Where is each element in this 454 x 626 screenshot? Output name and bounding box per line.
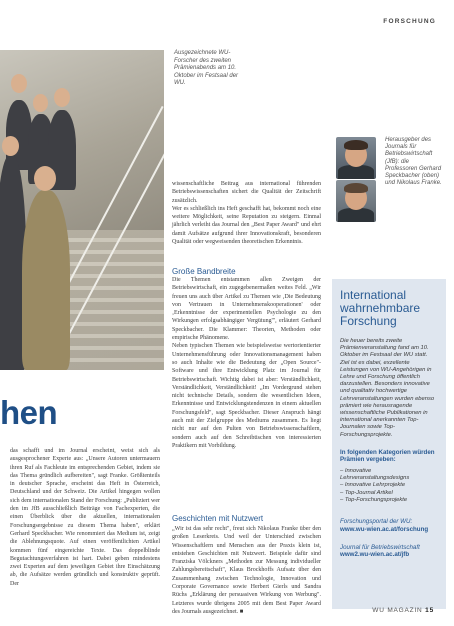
categories-list	[340, 468, 438, 504]
paragraph-text: „Wir ist das sehr recht", freut sich Nikolaus Franke über den großen Leserkreis. Und weil der Unterschied zwischen Wissenschaftlern und Menschen aus der Praxis klein ist, entstehen Geschichten mit Nutzwert. Beispiele dafür sind Franziska Völckners „Methoden zur Messung individueller Zahlungsbereitschaft", Klaus Brockhoffs Aufsatz über den Zusammenhang zwischen Technologie, Innovation und Corporate Governance sowie Herbert Gierls und Sandra Rüchs „Erklärung der persuasiven Wirkung von Werbung". Letzteres wurde übrigens 2005 mit dem Best Paper Award des Journals ausgezeichnet.	[172, 526, 321, 615]
sidebar-title: International wahrnehmbare Forschung	[340, 288, 421, 328]
person-figure	[22, 190, 70, 370]
article-column-2-lower	[172, 525, 321, 616]
subheading: Große Bandbreite	[172, 267, 236, 276]
paragraph: Die Themen entstammen allen Zweigen der Betriebswirtschaft, ein zugegebenermaßen weites Feld. „Wir freuen uns auch über Artikel zu Themen wie ‚Die Bedeutung von Vertrauen in Unternehmenskooperationen' oder ‚Erkenntnisse der experimentellen Psychologie zu den Wirkungen erfolgsabhängiger Vergütung'", erläutert Gerhard Speckbacher. Die Klammer: Theorien, Methoden oder empirische Phänomene.	[172, 277, 321, 342]
list-item: – Top-Journal Artikel	[340, 489, 393, 496]
list-item: – Innovative Lehrveranstaltungsdesigns	[340, 468, 410, 482]
end-mark: ■	[239, 608, 244, 615]
portrait-franke	[336, 180, 376, 222]
journal-url-link[interactable]: www2.wu-wien.ac.at/jfb	[340, 551, 410, 559]
info-sidebar	[332, 279, 446, 609]
portal-label: Forschungsportal der WU:	[340, 518, 413, 526]
article-column-2	[172, 180, 321, 246]
photo-caption: Ausgezeichnete WU-Forscher des zweiten Prämienabends am 10. Oktober im Festsaal der WU.	[174, 50, 239, 86]
portal-link-block	[340, 518, 438, 534]
paragraph: Neben typischen Themen wie beispielsweise wertorientierter Unternehmensführung oder Innovationsmanagement haben so auch Inhalte wie die Bedeutung der „Open Source"-Software und ihre Entwicklung Platz im Journal für Betriebswirtschaft. Wichtig dabei ist aber: Verständlichkeit, Verständlichkeit, Verständlichkeit! „Im Vordergrund stehen nicht technische Details, sondern die wesentlichen Ideen, Erkenntnisse und Entwicklungstendenzen in einem aktuellen Forschungsfeld", sagt Speckbacher. Dieser Anspruch hängt auch mit der Zielgruppe des Mediums zusammen. Es liegt nicht nur auf den Pulten von Betriebswissenschaftlern, sondern auch auf den Schreibtischen von interessierten Praktikern mit Vorbildung.	[172, 343, 321, 449]
sidebar-text: Die heuer bereits zweite Prämienveranstaltung fand am 10. Oktober im Festsaal der WU statt. Ziel ist es dabei, exzellente Leistungen von WU-Angehörigen in Lehre und Forschung öffentlich darzustellen. Besonders innovative und qualitativ hochwertige Lehrveranstaltungen wurden ebenso prämiert wie herausragende wissenschaftliche Publikationen in international anerkannten Top-Journalen sowie Top-Forschungsprojekte.	[340, 338, 435, 438]
page-number: 15	[425, 607, 434, 614]
headline-fragment: hen	[0, 394, 58, 431]
article-column-2-middle	[172, 276, 321, 450]
paragraph	[172, 525, 321, 616]
person-head	[11, 74, 27, 93]
portrait-caption: Herausgeber des Journals für Betriebswirtschaft (JfB): die Professoren Gerhard Speckbacher (oben) und Nikolaus Franke.	[385, 137, 442, 187]
person-head	[54, 88, 70, 107]
journal-label: Journal für Betriebswirtschaft	[340, 543, 420, 551]
journal-link-block	[340, 544, 438, 560]
categories-heading: In folgenden Kategorien würden Prämien vergeben:	[340, 448, 435, 464]
portal-url-link[interactable]: www.wu-wien.ac.at/forschung	[340, 525, 429, 533]
page-footer	[372, 607, 434, 614]
paragraph: Wer es schließlich ins Heft geschafft hat, bekommt noch eine weitere Möglichkeit, seine Reputation zu steigern. Einmal jährlich verleiht das Journal den „Best Paper Award" und ehrt damit Aufsätze aufgrund ihrer Innovationskraft, besonderen Qualität oder wegweisenden theoretischen Erkenntnis.	[172, 205, 321, 246]
magazine-name: WU MAGAZIN	[372, 607, 423, 614]
section-label: FORSCHUNG	[383, 18, 436, 25]
person-head	[2, 136, 19, 156]
article-column-1	[10, 447, 160, 588]
paragraph: das schafft und im Journal erscheint, weist sich als ausgesprochener Experte aus: „Unsere Autoren untermauern ihren Ruf als Fachleute im entsprechenden Gebiet, indem sie das Thema gründlich aufbereiten", sagt Franke. Größtenteils in deutscher Sprache, erscheint das Heft in Österreich, Deutschland und der Schweiz. Die Artikel hingegen wollen sich dem internationalen Stand der Forschung: „Publiziert wer den im JfB ausschließlich Beiträge von Fachexperten, die einen Überblick über die aktuellen, internationalen Forschungsergebnisse zu diesem Thema haben", erklärt Gerhard Speckbacher. Wie renommiert das Medium ist, zeigt die Ablehnungsquote. Auf einen veröffentlichten Artikel kommen fünf eingereichte Texte. Das doppelblinde Begutachtungsverfahren ist hart. Dabei geben mindestens zwei Experten auf dem jeweiligen Gebiet ihre Einschätzung ab, die Aufsätze werden gründlich und konstruktiv geprüft. Der	[10, 448, 160, 587]
portrait-speckbacher	[336, 137, 376, 179]
group-photo	[0, 50, 164, 370]
list-item: – Innovative Lehrprojekte	[340, 482, 406, 489]
subheading: Geschichten mit Nutzwert	[172, 514, 264, 523]
person-head	[34, 166, 56, 191]
list-item: – Top-Forschungsprojekte	[340, 496, 408, 503]
paragraph: wissenschaftliche Beitrag aus international führenden Betriebswissenschaften sichert die Qualität der Zeitschrift zusätzlich.	[172, 181, 321, 204]
person-head	[33, 94, 48, 112]
